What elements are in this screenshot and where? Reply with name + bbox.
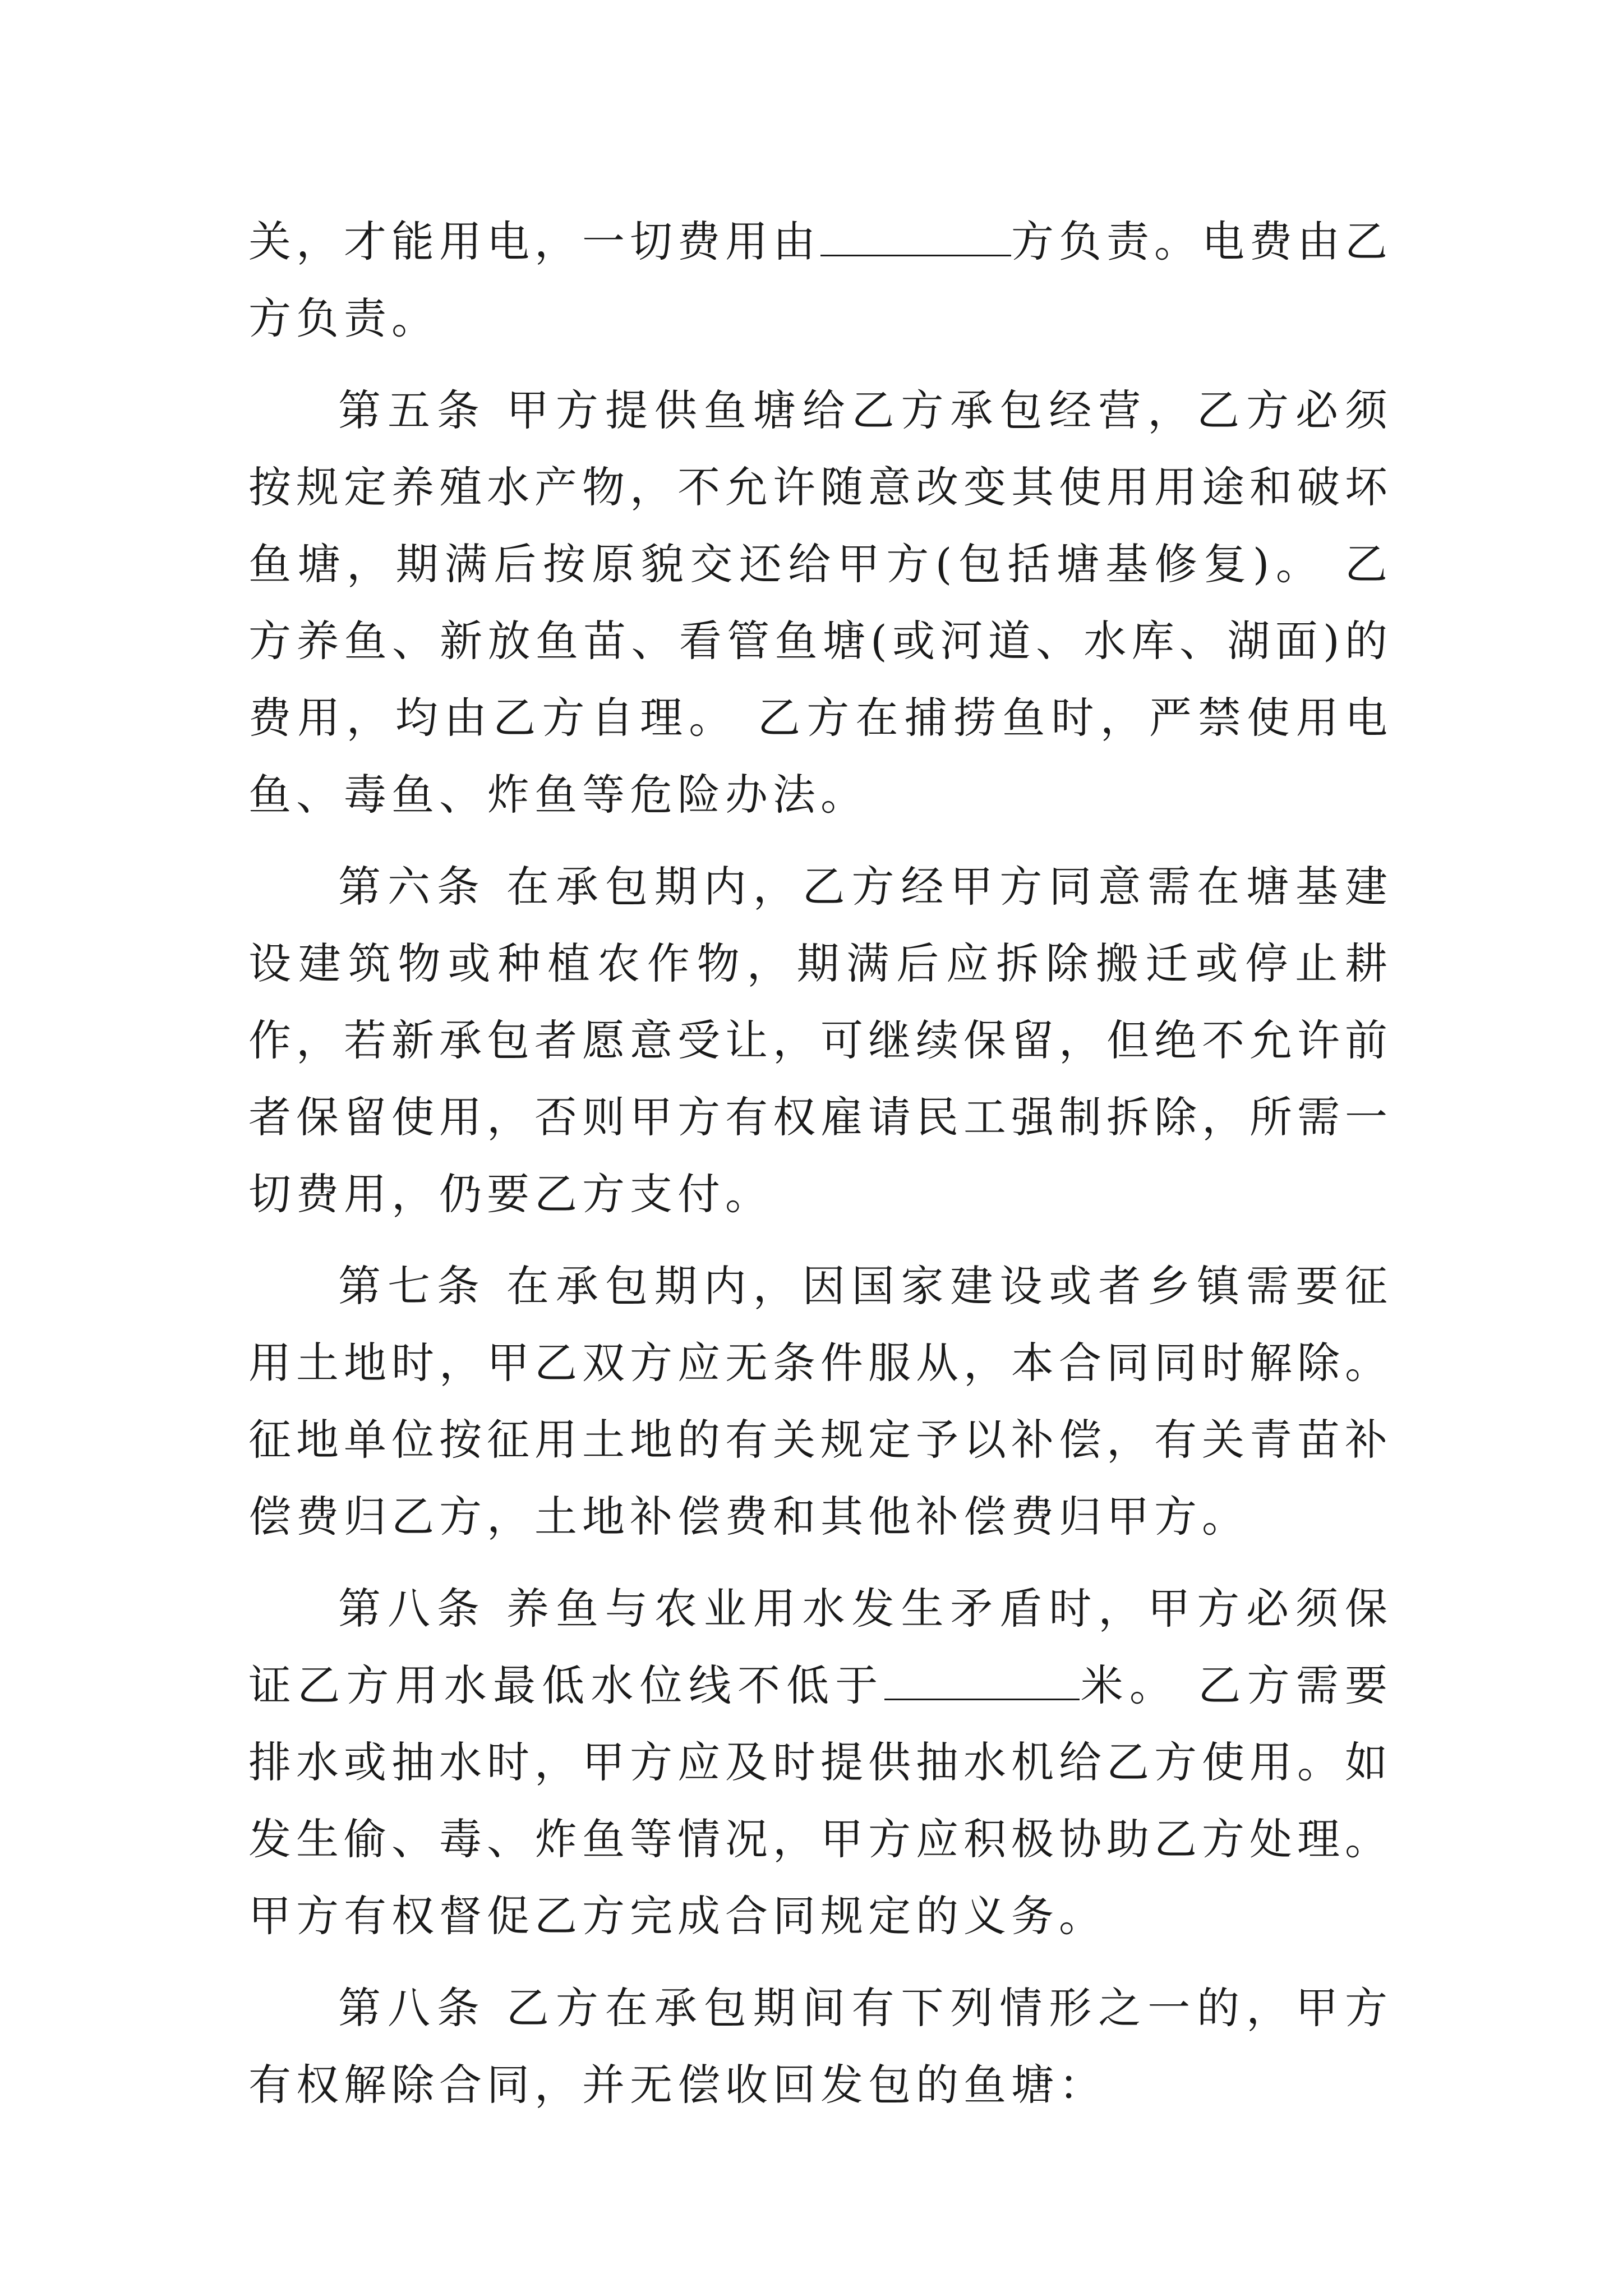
paragraph-text: 关，才能用电，一切费用由 <box>248 217 820 266</box>
document-body <box>248 203 1393 2138</box>
article-8-water <box>248 1570 1393 1954</box>
blank-fill-line <box>820 215 1011 256</box>
article-6: 第六条 在承包期内，乙方经甲方同意需在塘基建设建筑物或种植农作物，期满后应拆除搬迁或停止耕作，若新承包者愿意受让，可继续保留，但绝不允许前者保留使用，否则甲方有权雇请民工强制拆除，所需一切费用，仍要乙方支付。 <box>248 862 1393 1219</box>
paragraph-text: 米。 乙方需要排水或抽水时，甲方应及时提供抽水机给乙方使用。如发生偷、毒、炸鱼等情况，甲方应积极协助乙方处理。 甲方有权督促乙方完成合同规定的义务。 <box>248 1660 1393 1941</box>
blank-fill-line <box>884 1659 1080 1700</box>
article-5: 第五条 甲方提供鱼塘给乙方承包经营，乙方必须按规定养殖水产物，不允许随意改变其使用用途和破坏鱼塘，期满后按原貌交还给甲方(包括塘基修复)。 乙方养鱼、新放鱼苗、看管鱼塘(或河道、水库、湖面)的费用，均由乙方自理。 乙方在捕捞鱼时，严禁使用电鱼、毒鱼、炸鱼等危险办法。 <box>248 385 1393 820</box>
article-8-termination: 第八条 乙方在承包期间有下列情形之一的，甲方有权解除合同，并无偿收回发包的鱼塘： <box>248 1983 1393 2110</box>
paragraph-continuation <box>248 203 1393 357</box>
article-7: 第七条 在承包期内，因国家建设或者乡镇需要征用土地时，甲乙双方应无条件服从，本合同同时解除。征地单位按征用土地的有关规定予以补偿，有关青苗补偿费归乙方，土地补偿费和其他补偿费归甲方。 <box>248 1261 1393 1542</box>
paragraph-text: 第八条 养鱼与农业用水发生矛盾时，甲方必须保证乙方用水最低水位线不低于 <box>248 1584 1393 1710</box>
paragraph-text: 方负责。电费由乙方负责。 <box>248 217 1393 343</box>
